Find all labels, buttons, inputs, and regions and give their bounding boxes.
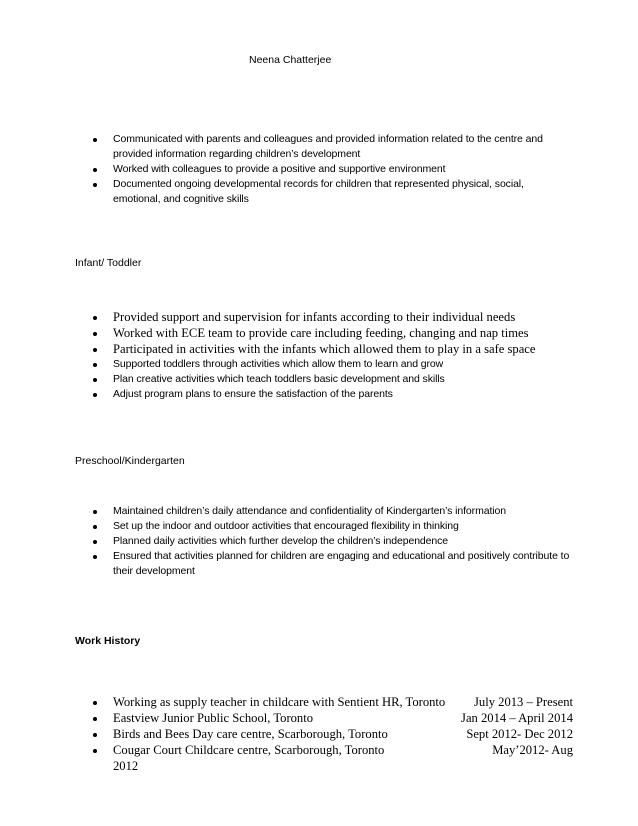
dates: May’2012- Aug bbox=[492, 743, 573, 757]
list-item: Planned daily activities which further develop the children’s independence bbox=[113, 534, 583, 549]
bullet-icon bbox=[93, 555, 97, 559]
employer: Working as supply teacher in childcare with Sentient HR, Toronto bbox=[113, 695, 446, 709]
list-item: Documented ongoing developmental records for children that represented physical, social, emotional, and cognitive skills bbox=[113, 177, 553, 207]
section-heading-work-history: Work History bbox=[75, 635, 141, 647]
list-item: Communicated with parents and colleagues and provided information related to the centre and provided information regarding children’s development bbox=[113, 132, 553, 162]
list-item: Plan creative activities which teach toddlers basic development and skills bbox=[113, 372, 573, 387]
list-item: Ensured that activities planned for children are engaging and educational and positively contribute to their development bbox=[113, 549, 583, 579]
bullet-icon bbox=[93, 733, 97, 737]
work-history-list bbox=[113, 694, 573, 774]
bullet-icon bbox=[93, 510, 97, 514]
dates: July 2013 – Present bbox=[474, 695, 573, 709]
work-history-entry bbox=[113, 726, 573, 742]
responsibilities-list bbox=[113, 132, 553, 207]
employer: Birds and Bees Day care centre, Scarborough, Toronto bbox=[113, 727, 388, 741]
bullet-icon bbox=[93, 540, 97, 544]
list-item: Set up the indoor and outdoor activities that encouraged flexibility in thinking bbox=[113, 519, 583, 534]
list-item: Provided support and supervision for infants according to their individual needs bbox=[113, 309, 573, 325]
bullet-icon bbox=[93, 393, 97, 397]
bullet-icon bbox=[93, 525, 97, 529]
list-item: Participated in activities with the infants which allowed them to play in a safe space bbox=[113, 341, 573, 357]
work-history-entry bbox=[113, 710, 573, 726]
employer: Cougar Court Childcare centre, Scarborough, Toronto bbox=[113, 743, 385, 757]
bullet-icon bbox=[93, 168, 97, 172]
work-history-entry bbox=[113, 742, 573, 774]
bullet-icon bbox=[93, 749, 97, 753]
dates: Jan 2014 – April 2014 bbox=[461, 711, 573, 725]
list-item: Worked with ECE team to provide care including feeding, changing and nap times bbox=[113, 325, 573, 341]
bullet-icon bbox=[93, 332, 97, 336]
bullet-icon bbox=[93, 363, 97, 367]
section-heading-infant-toddler: Infant/ Toddler bbox=[75, 257, 142, 269]
list-item: Adjust program plans to ensure the satisfaction of the parents bbox=[113, 387, 573, 402]
bullet-icon bbox=[93, 138, 97, 142]
bullet-icon bbox=[93, 316, 97, 320]
bullet-icon bbox=[93, 348, 97, 352]
bullet-icon bbox=[93, 701, 97, 705]
page-title: Neena Chatterjee bbox=[249, 54, 332, 66]
preschool-list bbox=[113, 504, 583, 579]
list-item: Worked with colleagues to provide a positive and supportive environment bbox=[113, 162, 553, 177]
dates-continued: 2012 bbox=[113, 759, 139, 773]
bullet-icon bbox=[93, 183, 97, 187]
bullet-icon bbox=[93, 378, 97, 382]
bullet-icon bbox=[93, 717, 97, 721]
list-item: Supported toddlers through activities which allow them to learn and grow bbox=[113, 357, 573, 372]
infant-toddler-list bbox=[113, 309, 573, 402]
list-item: Maintained children’s daily attendance and confidentiality of Kindergarten’s information bbox=[113, 504, 583, 519]
section-heading-preschool: Preschool/Kindergarten bbox=[75, 455, 185, 467]
dates: Sept 2012- Dec 2012 bbox=[466, 727, 573, 741]
work-history-entry bbox=[113, 694, 573, 710]
employer: Eastview Junior Public School, Toronto bbox=[113, 711, 314, 725]
